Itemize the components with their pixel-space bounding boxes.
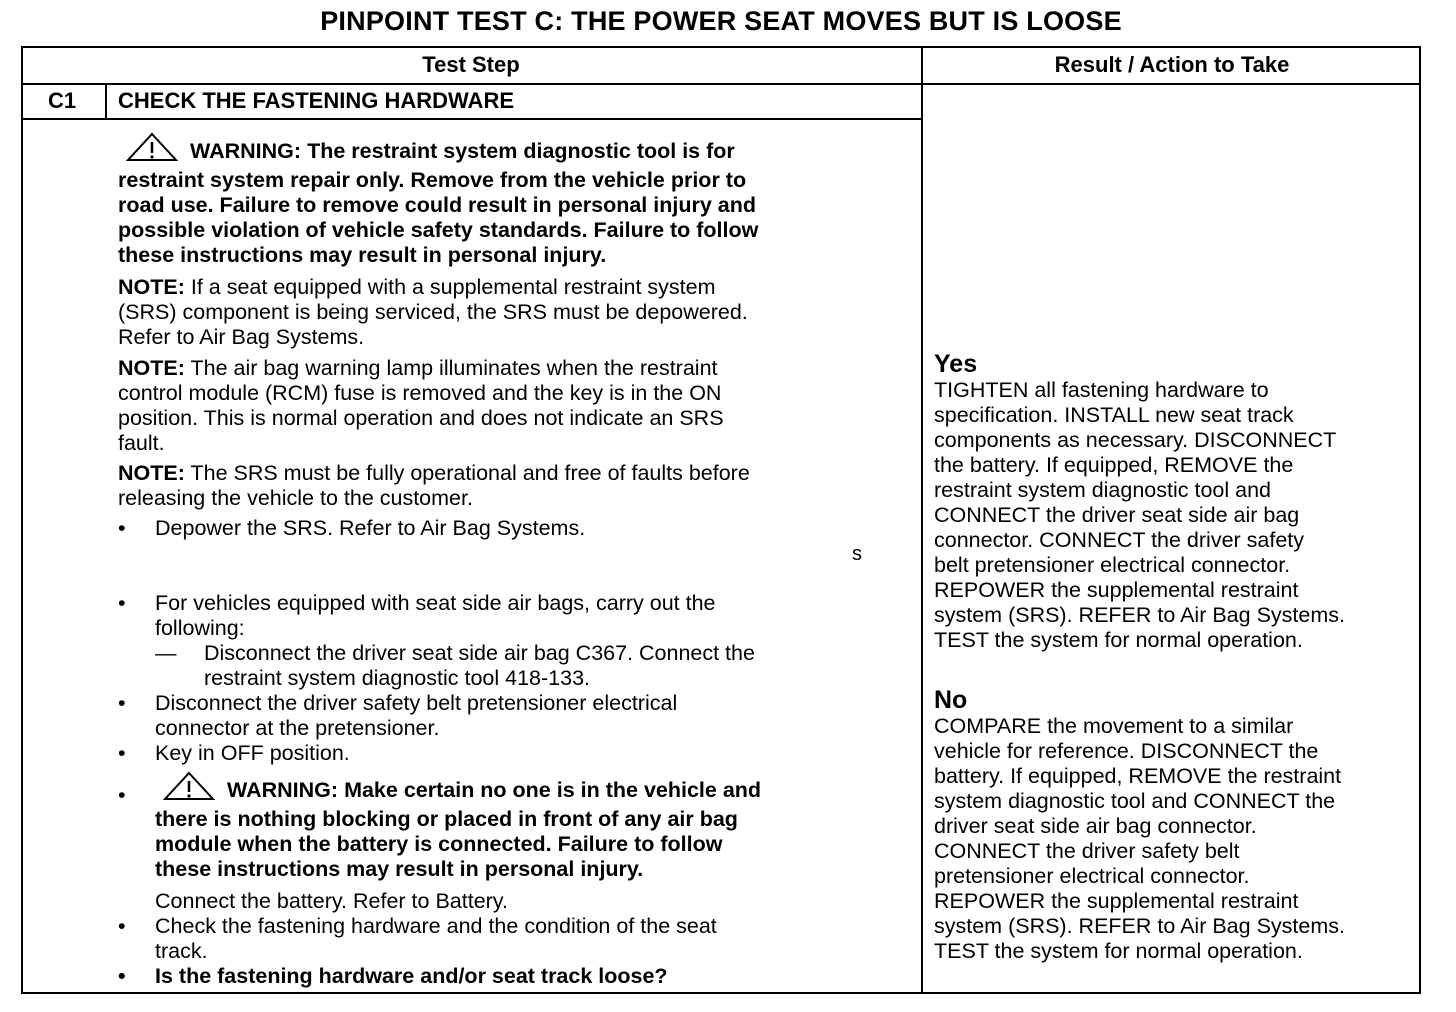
result-yes-line: CONNECT the driver seat side air bag [934,503,1300,527]
step-number-divider [105,84,107,119]
bullet-2-block [155,591,895,641]
question-text: Is the fastening hardware and/or seat track loose? [155,964,668,988]
result-yes-line: specification. INSTALL new seat track [934,403,1294,427]
header-divider [21,83,1421,85]
bullet-2-text-0: For vehicles equipped with seat side air bags, carry out the [155,591,716,615]
bullet-3-block [155,691,895,741]
result-no-line: system (SRS). REFER to Air Bag Systems. [934,914,1345,938]
warning-2-text-0: Make certain no one is in the vehicle and [344,778,762,802]
result-yes-line: TIGHTEN all fastening hardware to [934,378,1269,402]
column-divider [921,46,923,994]
result-yes-line: the battery. If equipped, REMOVE the [934,453,1294,477]
warning-2-line-0 [155,771,905,807]
bullet-marker-7: • [118,964,126,988]
note-2-label: NOTE: [118,356,185,380]
note-2-text-1: control module (RCM) fuse is removed and the key is in the ON [118,381,722,405]
bullet-marker-2: • [118,591,126,615]
note-2-text-3: fault. [118,431,165,455]
note-1-text-2: Refer to Air Bag Systems. [118,325,365,349]
warning-2-text-1: there is nothing blocking or placed in front of any air bag [155,807,738,831]
warning-1-text-3: possible violation of vehicle safety standards. Failure to follow [118,218,759,242]
bullet-marker-6: • [118,914,126,938]
warning-2-label: WARNING: [227,778,339,802]
result-yes-line: components as necessary. DISCONNECT [934,428,1337,452]
result-no-label: No [934,686,968,714]
result-yes-line: TEST the system for normal operation. [934,628,1303,652]
result-no-line: pretensioner electrical connector. [934,864,1250,888]
warning-1-text-0: The restraint system diagnostic tool is for [307,139,735,163]
result-yes-line: connector. CONNECT the driver safety [934,528,1305,552]
bullet-3-text-0: Disconnect the driver safety belt pretensioner electrical [155,691,678,715]
result-yes-line: restraint system diagnostic tool and [934,478,1271,502]
warning-1-text-2: road use. Failure to remove could result in personal injury and [118,193,756,217]
bullet-5-text-1: track. [155,939,208,963]
result-no-line: driver seat side air bag connector. [934,814,1257,838]
result-no-line: REPOWER the supplemental restraint [934,889,1299,913]
bullet-marker-1: • [118,516,126,540]
warning-2-text-3: these instructions may result in personal injury. [155,857,644,881]
note-3-text-1: releasing the vehicle to the customer. [118,486,473,510]
bullet-marker-5: • [118,783,126,807]
page-title: PINPOINT TEST C: THE POWER SEAT MOVES BUT IS LOOSE [320,6,1122,36]
note-block-3 [118,461,908,511]
warning-1-line-0 [118,132,908,168]
warning-2-text-2: module when the battery is connected. Failure to follow [155,832,723,856]
bullet-2-text-1: following: [155,616,245,640]
stray-mark: s [852,543,862,565]
note-2-text-2: position. This is normal operation and does not indicate an SRS [118,406,724,430]
step-title: CHECK THE FASTENING HARDWARE [118,88,515,113]
warning-1-text-4: these instructions may result in personal injury. [118,243,607,267]
bullet-3-text-1: connector at the pretensioner. [155,716,440,740]
header-test-step: Test Step [422,52,520,77]
warning-1-text-1: restraint system repair only. Remove from the vehicle prior to [118,168,747,192]
bullet-4-text: Key in OFF position. [155,741,350,765]
warning-block-2 [155,771,905,882]
warning-triangle-icon [126,132,178,168]
note-1-text-0: If a seat equipped with a supplemental restraint system [190,275,716,299]
sub-1-text-1: restraint system diagnostic tool 418-133. [204,666,591,690]
sub-1-block [204,641,904,691]
warning-1-label: WARNING: [190,139,302,163]
result-yes-line: system (SRS). REFER to Air Bag Systems. [934,603,1345,627]
header-result-action: Result / Action to Take [1054,52,1290,77]
step-number: C1 [48,88,77,113]
bullet-marker-3: • [118,691,126,715]
note-block-2 [118,356,908,456]
result-no-line: battery. If equipped, REMOVE the restraint [934,764,1342,788]
note-block-1 [118,275,908,350]
bullet-1-text: Depower the SRS. Refer to Air Bag Systems. [155,516,586,540]
note-1-text-1: (SRS) component is being serviced, the SRS must be depowered. [118,300,748,324]
result-yes-line: belt pretensioner electrical connector. [934,553,1291,577]
note-3-label: NOTE: [118,461,185,485]
result-no-line: COMPARE the movement to a similar [934,714,1294,738]
result-no-block [934,714,1418,964]
result-no-line: TEST the system for normal operation. [934,939,1303,963]
warning-triangle-icon [163,771,215,807]
note-1-label: NOTE: [118,275,185,299]
result-yes-block [934,378,1418,653]
warning-block-1 [118,132,908,268]
result-no-line: system diagnostic tool and CONNECT the [934,789,1336,813]
bullet-5-text-0: Check the fastening hardware and the condition of the seat [155,914,717,938]
connect-battery-text: Connect the battery. Refer to Battery. [155,889,508,913]
note-3-text-0: The SRS must be fully operational and free of faults before [190,461,750,485]
result-no-line: vehicle for reference. DISCONNECT the [934,739,1319,763]
bullet-marker-4: • [118,741,126,765]
sub-1-text-0: Disconnect the driver seat side air bag C367. Connect the [204,641,755,665]
bullet-5-block [155,914,895,964]
dash-marker-1: — [155,641,177,665]
step-row-divider [21,118,922,120]
result-yes-line: REPOWER the supplemental restraint [934,578,1299,602]
result-no-line: CONNECT the driver safety belt [934,839,1240,863]
result-yes-label: Yes [934,350,978,378]
note-2-text-0: The air bag warning lamp illuminates when the restraint [190,356,718,380]
